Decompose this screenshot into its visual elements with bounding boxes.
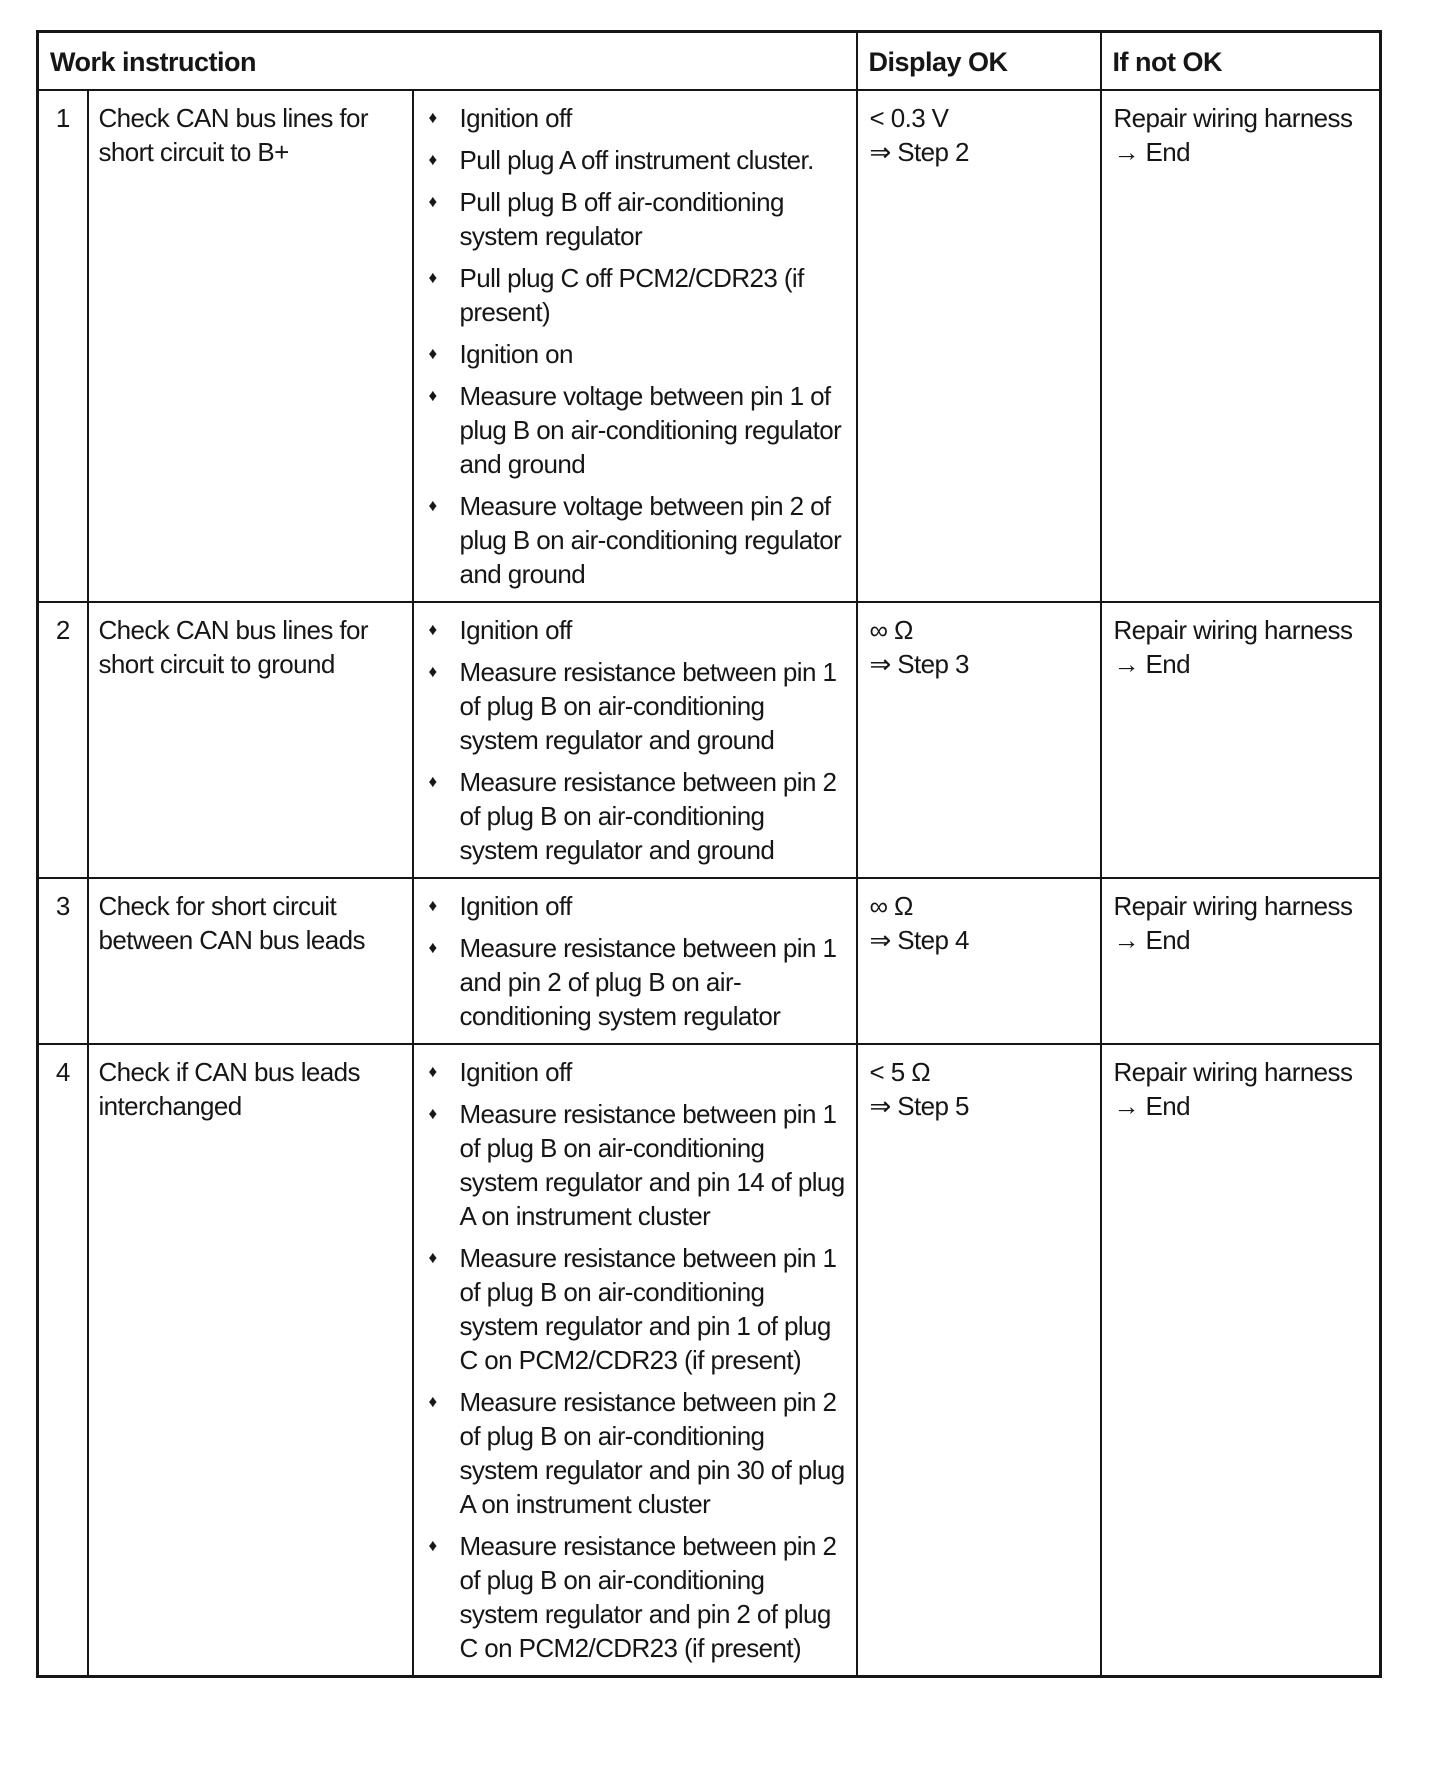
bullet-text: Measure resistance between pin 2 of plug B on air-conditioning system regulator and pin 30 of plug A on instrument cluster — [459, 1387, 845, 1519]
if-not-ok-cell — [1101, 90, 1381, 602]
table-row — [38, 602, 1381, 878]
bullet-item — [429, 655, 850, 757]
display-ok-line: ⇒ Step 3 — [869, 649, 969, 679]
if-not-ok-line: Repair wiring harness — [1113, 615, 1353, 645]
display-ok-line: < 0.3 V — [869, 103, 949, 133]
table-row — [38, 90, 1381, 602]
header-display-ok: Display OK — [857, 32, 1101, 91]
bullet-diamond-icon: ♦ — [428, 150, 438, 169]
instruction-steps — [413, 878, 857, 1044]
if-not-ok-line: → End — [1113, 1091, 1190, 1121]
manual-page — [0, 30, 1440, 1782]
bullet-item — [429, 489, 850, 591]
bullet-item — [429, 1241, 850, 1377]
bullet-text: Ignition off — [459, 615, 572, 645]
bullet-item — [429, 613, 850, 647]
bullet-diamond-icon: ♦ — [428, 1104, 438, 1123]
instruction-steps — [413, 1044, 857, 1677]
bullet-item — [429, 889, 850, 923]
bullet-item — [429, 931, 850, 1033]
table-body — [38, 90, 1381, 1677]
bullet-item — [429, 1055, 850, 1089]
bullet-item — [429, 1097, 850, 1233]
bullet-text: Measure resistance between pin 2 of plug B on air-conditioning system regulator and ground — [459, 767, 837, 865]
display-ok-line: ∞ Ω — [869, 891, 913, 921]
bullet-diamond-icon: ♦ — [428, 1392, 438, 1411]
table-header-row — [38, 32, 1381, 91]
bullet-diamond-icon: ♦ — [428, 1248, 438, 1267]
bullet-item — [429, 261, 850, 329]
bullet-diamond-icon: ♦ — [428, 344, 438, 363]
bullet-item — [429, 1529, 850, 1665]
display-ok-line: < 5 Ω — [869, 1057, 931, 1087]
bullet-text: Measure voltage between pin 2 of plug B on air-conditioning regulator and ground — [459, 491, 842, 589]
instruction-title: Check if CAN bus leads interchanged — [88, 1044, 413, 1677]
table-row — [38, 878, 1381, 1044]
bullet-item — [429, 143, 850, 177]
instruction-steps — [413, 90, 857, 602]
bullet-diamond-icon: ♦ — [428, 1062, 438, 1081]
if-not-ok-line: Repair wiring harness — [1113, 891, 1353, 921]
bullet-diamond-icon: ♦ — [428, 386, 438, 405]
bullet-text: Ignition off — [459, 103, 572, 133]
display-ok-cell — [857, 90, 1101, 602]
step-number: 4 — [38, 1044, 88, 1677]
bullet-text: Measure resistance between pin 1 of plug B on air-conditioning system regulator and pin 1 of plug C on PCM2/CDR23 (if present) — [459, 1243, 837, 1375]
bullet-text: Pull plug B off air-conditioning system regulator — [459, 187, 784, 251]
bullet-diamond-icon: ♦ — [428, 1536, 438, 1555]
display-ok-line: ⇒ Step 2 — [869, 137, 969, 167]
table-row — [38, 1044, 1381, 1677]
bullet-item — [429, 337, 850, 371]
instruction-steps — [413, 602, 857, 878]
bullet-text: Pull plug C off PCM2/CDR23 (if present) — [459, 263, 804, 327]
work-instruction-table — [36, 30, 1382, 1678]
display-ok-cell — [857, 878, 1101, 1044]
if-not-ok-line: Repair wiring harness — [1113, 1057, 1353, 1087]
bullet-text: Measure resistance between pin 1 and pin 2 of plug B on air-conditioning system regulator — [459, 933, 837, 1031]
bullet-diamond-icon: ♦ — [428, 108, 438, 127]
bullet-diamond-icon: ♦ — [428, 192, 438, 211]
bullet-text: Ignition on — [459, 339, 573, 369]
bullet-text: Ignition off — [459, 1057, 572, 1087]
if-not-ok-line: Repair wiring harness — [1113, 103, 1353, 133]
bullet-text: Pull plug A off instrument cluster. — [459, 145, 814, 175]
bullet-text: Measure resistance between pin 1 of plug B on air-conditioning system regulator and pin 14 of plug A on instrument cluster — [459, 1099, 845, 1231]
step-number: 1 — [38, 90, 88, 602]
bullet-text: Ignition off — [459, 891, 572, 921]
bullet-text: Measure resistance between pin 1 of plug B on air-conditioning system regulator and ground — [459, 657, 837, 755]
display-ok-line: ⇒ Step 5 — [869, 1091, 969, 1121]
bullet-text: Measure resistance between pin 2 of plug B on air-conditioning system regulator and pin 2 of plug C on PCM2/CDR23 (if present) — [459, 1531, 837, 1663]
display-ok-line: ⇒ Step 4 — [869, 925, 969, 955]
if-not-ok-line: → End — [1113, 137, 1190, 167]
if-not-ok-cell — [1101, 878, 1381, 1044]
display-ok-line: ∞ Ω — [869, 615, 913, 645]
bullet-item — [429, 1385, 850, 1521]
if-not-ok-cell — [1101, 1044, 1381, 1677]
display-ok-cell — [857, 602, 1101, 878]
if-not-ok-line: → End — [1113, 925, 1190, 955]
header-work-instruction: Work instruction — [38, 32, 857, 91]
bullet-diamond-icon: ♦ — [428, 268, 438, 287]
step-number: 2 — [38, 602, 88, 878]
header-if-not-ok: If not OK — [1101, 32, 1381, 91]
bullet-diamond-icon: ♦ — [428, 620, 438, 639]
if-not-ok-cell — [1101, 602, 1381, 878]
display-ok-cell — [857, 1044, 1101, 1677]
instruction-title: Check CAN bus lines for short circuit to B+ — [88, 90, 413, 602]
bullet-diamond-icon: ♦ — [428, 938, 438, 957]
instruction-title: Check CAN bus lines for short circuit to ground — [88, 602, 413, 878]
bullet-text: Measure voltage between pin 1 of plug B on air-conditioning regulator and ground — [459, 381, 842, 479]
bullet-item — [429, 101, 850, 135]
if-not-ok-line: → End — [1113, 649, 1190, 679]
step-number: 3 — [38, 878, 88, 1044]
bullet-diamond-icon: ♦ — [428, 896, 438, 915]
bullet-item — [429, 379, 850, 481]
bullet-item — [429, 765, 850, 867]
bullet-item — [429, 185, 850, 253]
bullet-diamond-icon: ♦ — [428, 496, 438, 515]
bullet-diamond-icon: ♦ — [428, 772, 438, 791]
instruction-title: Check for short circuit between CAN bus leads — [88, 878, 413, 1044]
bullet-diamond-icon: ♦ — [428, 662, 438, 681]
